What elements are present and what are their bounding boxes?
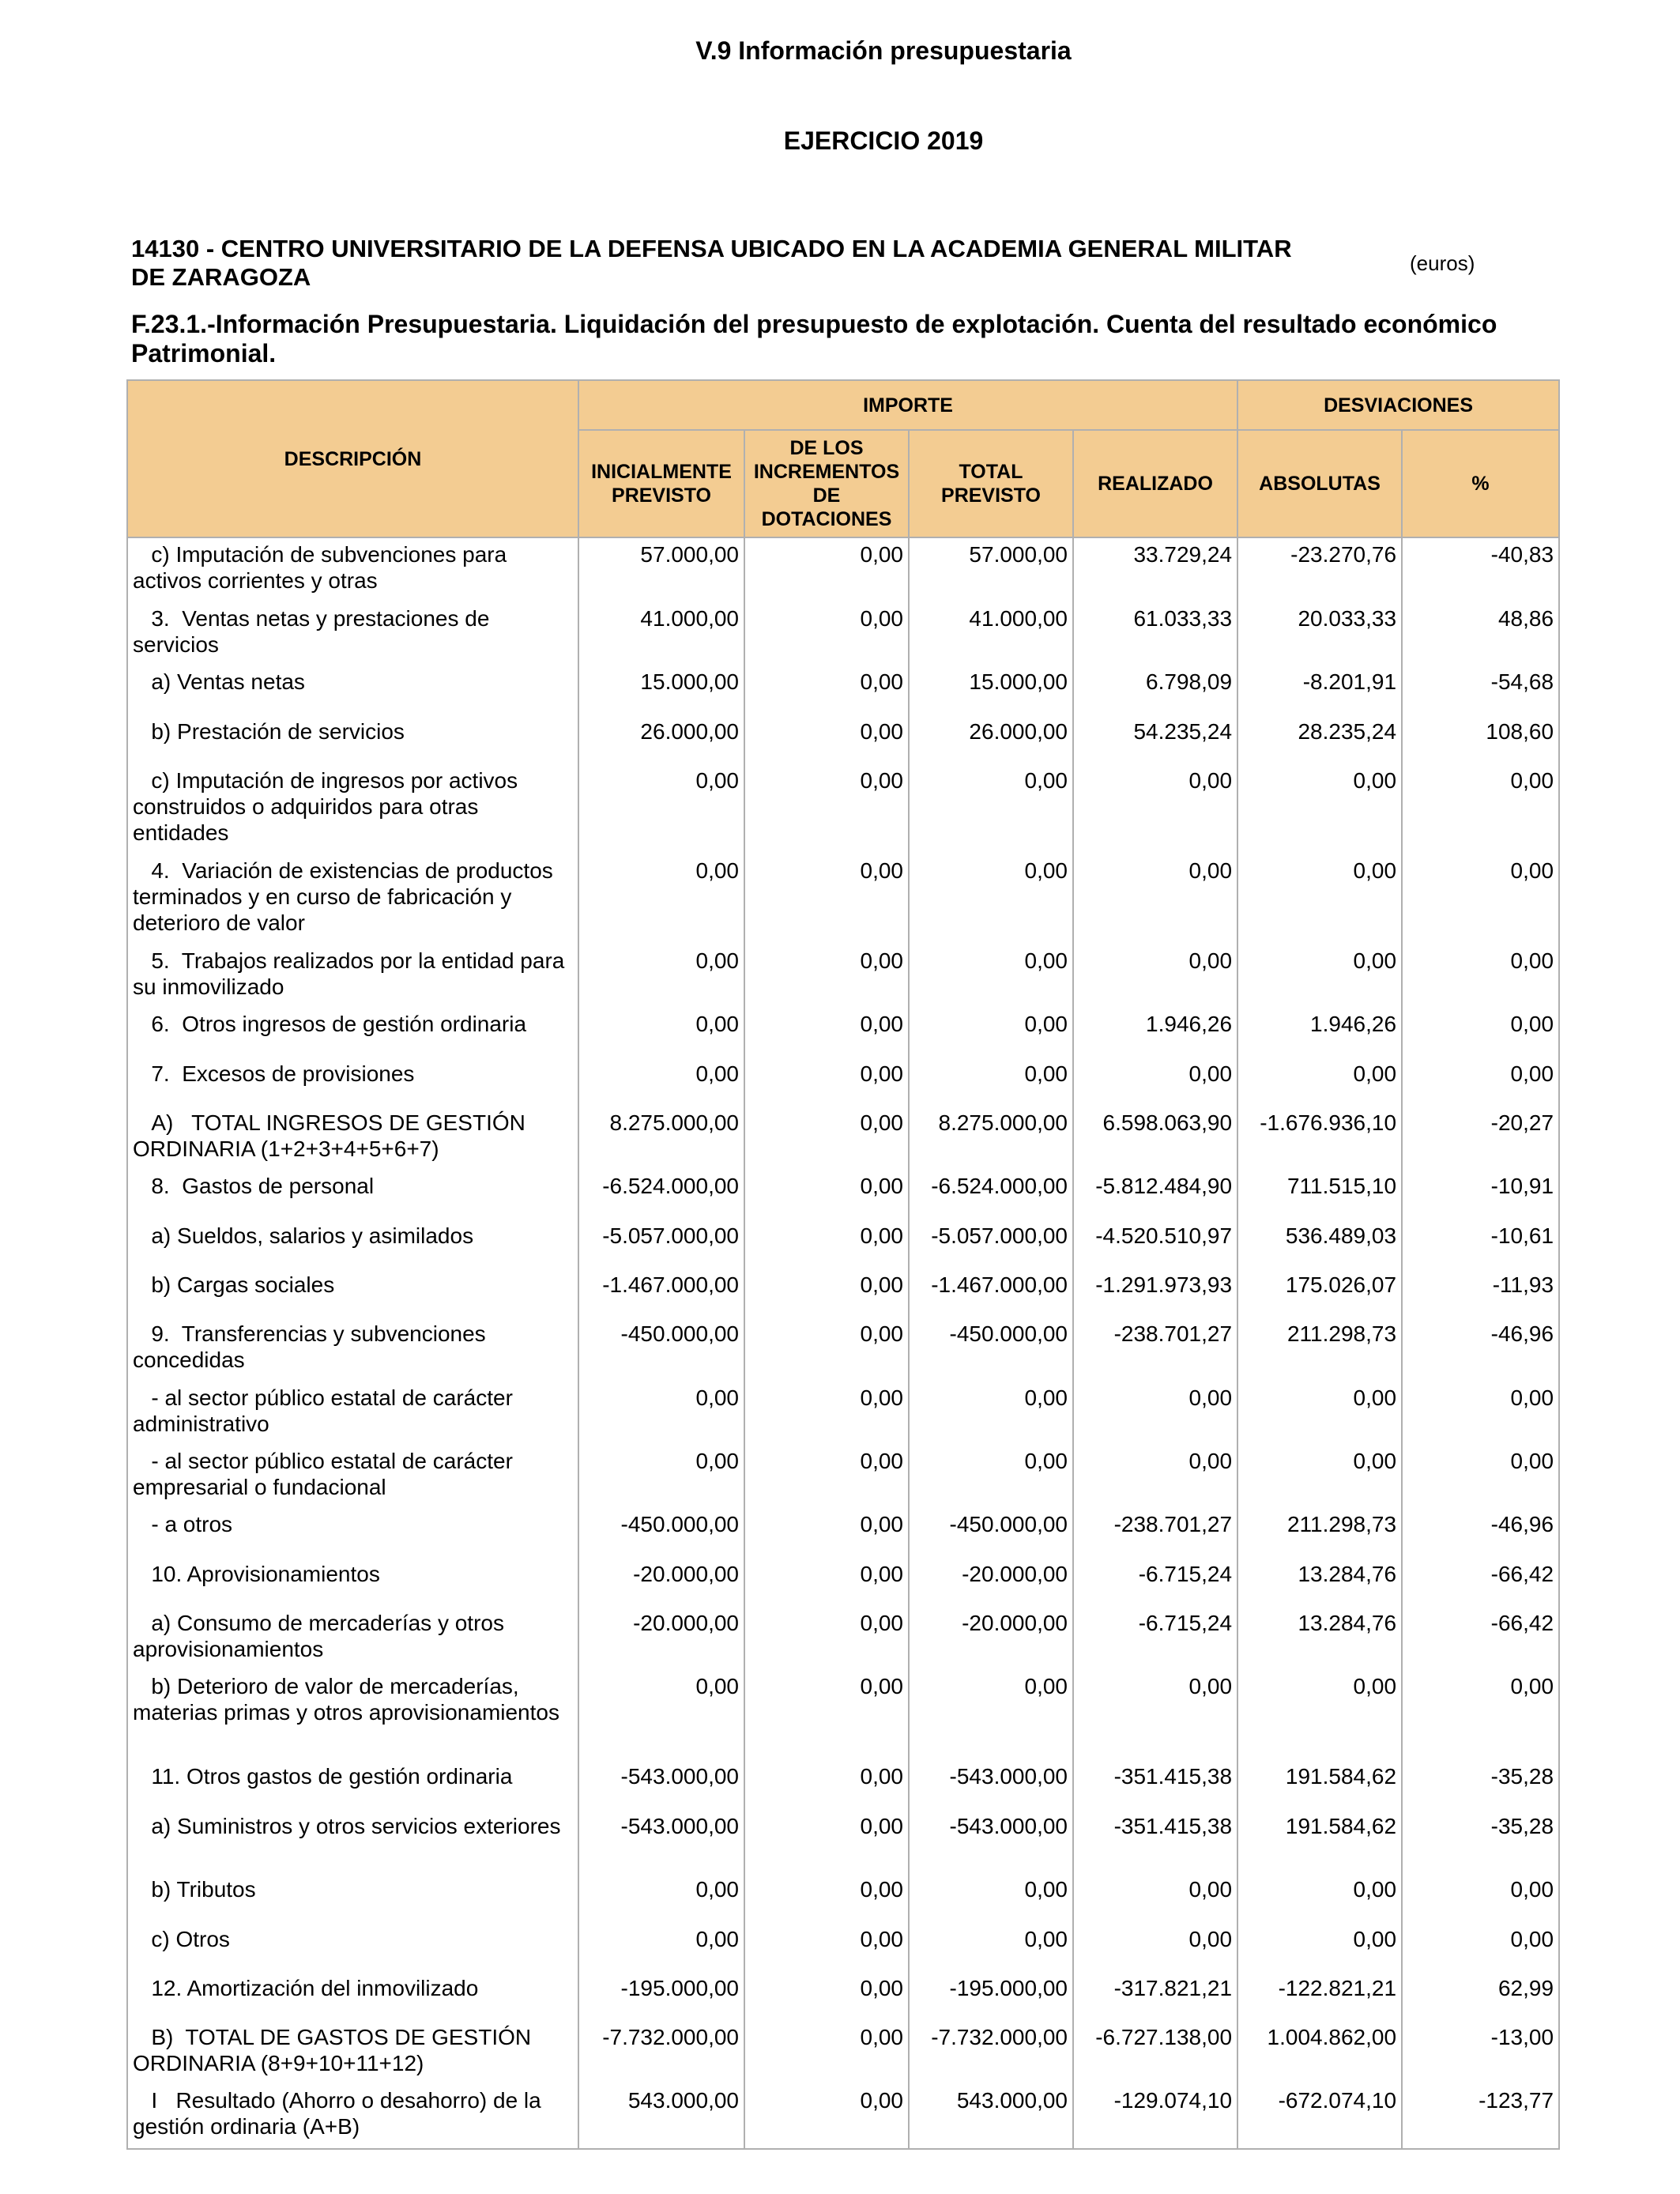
cell-realizado: -6.715,24 — [1073, 1558, 1237, 1607]
table-row — [127, 944, 1559, 1008]
table-body — [127, 537, 1559, 2149]
cell-total-previsto: -7.732.000,00 — [909, 2021, 1073, 2084]
cell-incrementos: 0,00 — [744, 602, 909, 665]
cell-incrementos: 0,00 — [744, 1607, 909, 1670]
cell-total-previsto: 26.000,00 — [909, 715, 1073, 764]
header-realizado: REALIZADO — [1073, 430, 1237, 537]
cell-inicialmente-previsto: -7.732.000,00 — [578, 2021, 744, 2084]
cell-realizado: 6.798,09 — [1073, 665, 1237, 715]
table-row — [127, 1220, 1559, 1269]
table-row — [127, 1445, 1559, 1508]
cell-absolutas: 0,00 — [1237, 944, 1402, 1008]
cell-porcentaje: 108,60 — [1402, 715, 1559, 764]
cell-absolutas: 175.026,07 — [1237, 1269, 1402, 1318]
cell-incrementos: 0,00 — [744, 1508, 909, 1558]
cell-absolutas: 211.298,73 — [1237, 1318, 1402, 1382]
cell-incrementos: 0,00 — [744, 1445, 909, 1508]
header-desviaciones: DESVIACIONES — [1237, 380, 1559, 430]
cell-incrementos: 0,00 — [744, 1106, 909, 1170]
cell-inicialmente-previsto: 0,00 — [578, 1670, 744, 1760]
row-description: 10. Aprovisionamientos — [127, 1558, 578, 1607]
cell-total-previsto: -195.000,00 — [909, 1972, 1073, 2021]
cell-realizado: -1.291.973,93 — [1073, 1269, 1237, 1318]
cell-realizado: -317.821,21 — [1073, 1972, 1237, 2021]
cell-absolutas: 191.584,62 — [1237, 1810, 1402, 1873]
cell-inicialmente-previsto: -450.000,00 — [578, 1508, 744, 1558]
table-row — [127, 764, 1559, 854]
cell-total-previsto: -1.467.000,00 — [909, 1269, 1073, 1318]
cell-total-previsto: 0,00 — [909, 1057, 1073, 1106]
cell-porcentaje: 0,00 — [1402, 1670, 1559, 1760]
cell-inicialmente-previsto: 0,00 — [578, 1873, 744, 1923]
cell-inicialmente-previsto: 0,00 — [578, 1445, 744, 1508]
row-description: B) TOTAL DE GASTOS DE GESTIÓN ORDINARIA (8+9+10+11+12) — [127, 2021, 578, 2084]
cell-total-previsto: 0,00 — [909, 764, 1073, 854]
cell-incrementos: 0,00 — [744, 2021, 909, 2084]
cell-total-previsto: -20.000,00 — [909, 1607, 1073, 1670]
cell-incrementos: 0,00 — [744, 1873, 909, 1923]
cell-porcentaje: 0,00 — [1402, 1057, 1559, 1106]
cell-inicialmente-previsto: -6.524.000,00 — [578, 1170, 744, 1220]
cell-total-previsto: -450.000,00 — [909, 1508, 1073, 1558]
cell-total-previsto: 8.275.000,00 — [909, 1106, 1073, 1170]
table-row — [127, 1008, 1559, 1057]
table-row — [127, 602, 1559, 665]
cell-porcentaje: -20,27 — [1402, 1106, 1559, 1170]
row-description: b) Cargas sociales — [127, 1269, 578, 1318]
cell-porcentaje: -66,42 — [1402, 1558, 1559, 1607]
cell-absolutas: 0,00 — [1237, 1923, 1402, 1972]
table-row — [127, 665, 1559, 715]
cell-inicialmente-previsto: 0,00 — [578, 944, 744, 1008]
cell-absolutas: 191.584,62 — [1237, 1760, 1402, 1810]
cell-incrementos: 0,00 — [744, 1760, 909, 1810]
cell-incrementos: 0,00 — [744, 1220, 909, 1269]
cell-inicialmente-previsto: 0,00 — [578, 1057, 744, 1106]
cell-porcentaje: 0,00 — [1402, 1008, 1559, 1057]
cell-realizado: -129.074,10 — [1073, 2084, 1237, 2149]
cell-inicialmente-previsto: 0,00 — [578, 1382, 744, 1445]
cell-realizado: 0,00 — [1073, 1873, 1237, 1923]
cell-incrementos: 0,00 — [744, 1558, 909, 1607]
cell-total-previsto: -450.000,00 — [909, 1318, 1073, 1382]
cell-realizado: 54.235,24 — [1073, 715, 1237, 764]
header-descripcion: DESCRIPCIÓN — [127, 380, 578, 537]
cell-total-previsto: -5.057.000,00 — [909, 1220, 1073, 1269]
exercise-year: EJERCICIO 2019 — [783, 126, 984, 155]
cell-total-previsto: -20.000,00 — [909, 1558, 1073, 1607]
table-row — [127, 1106, 1559, 1170]
cell-realizado: -4.520.510,97 — [1073, 1220, 1237, 1269]
cell-absolutas: 0,00 — [1237, 1670, 1402, 1760]
cell-inicialmente-previsto: 41.000,00 — [578, 602, 744, 665]
table-row — [127, 1972, 1559, 2021]
cell-inicialmente-previsto: 0,00 — [578, 764, 744, 854]
cell-incrementos: 0,00 — [744, 1318, 909, 1382]
cell-porcentaje: 48,86 — [1402, 602, 1559, 665]
cell-porcentaje: 0,00 — [1402, 1382, 1559, 1445]
cell-porcentaje: 0,00 — [1402, 1923, 1559, 1972]
cell-realizado: 0,00 — [1073, 1670, 1237, 1760]
cell-incrementos: 0,00 — [744, 764, 909, 854]
cell-total-previsto: 57.000,00 — [909, 537, 1073, 602]
table-row — [127, 1318, 1559, 1382]
table-row — [127, 1508, 1559, 1558]
cell-porcentaje: -35,28 — [1402, 1810, 1559, 1873]
cell-incrementos: 0,00 — [744, 1972, 909, 2021]
cell-realizado: 0,00 — [1073, 1382, 1237, 1445]
row-description: - al sector público estatal de carácter administrativo — [127, 1382, 578, 1445]
cell-absolutas: 13.284,76 — [1237, 1558, 1402, 1607]
cell-inicialmente-previsto: -20.000,00 — [578, 1558, 744, 1607]
row-description: 3. Ventas netas y prestaciones de servicios — [127, 602, 578, 665]
cell-inicialmente-previsto: 0,00 — [578, 1008, 744, 1057]
cell-inicialmente-previsto: 543.000,00 — [578, 2084, 744, 2149]
cell-incrementos: 0,00 — [744, 2084, 909, 2149]
cell-incrementos: 0,00 — [744, 1008, 909, 1057]
cell-porcentaje: 0,00 — [1402, 854, 1559, 944]
cell-realizado: 0,00 — [1073, 1923, 1237, 1972]
cell-porcentaje: 0,00 — [1402, 764, 1559, 854]
row-description: 4. Variación de existencias de productos terminados y en curso de fabricación y deterioro de valor — [127, 854, 578, 944]
table-row — [127, 2084, 1559, 2149]
cell-total-previsto: 0,00 — [909, 1008, 1073, 1057]
cell-absolutas: 0,00 — [1237, 764, 1402, 854]
cell-total-previsto: 0,00 — [909, 1873, 1073, 1923]
cell-realizado: -6.715,24 — [1073, 1607, 1237, 1670]
row-description: 12. Amortización del inmovilizado — [127, 1972, 578, 2021]
row-description: - a otros — [127, 1508, 578, 1558]
cell-realizado: 0,00 — [1073, 854, 1237, 944]
cell-inicialmente-previsto: 26.000,00 — [578, 715, 744, 764]
cell-inicialmente-previsto: -543.000,00 — [578, 1810, 744, 1873]
cell-total-previsto: 0,00 — [909, 1445, 1073, 1508]
table-row — [127, 1607, 1559, 1670]
header-total-previsto: TOTAL PREVISTO — [909, 430, 1073, 537]
cell-total-previsto: 41.000,00 — [909, 602, 1073, 665]
cell-inicialmente-previsto: -450.000,00 — [578, 1318, 744, 1382]
row-description: b) Prestación de servicios — [127, 715, 578, 764]
row-description: 11. Otros gastos de gestión ordinaria — [127, 1760, 578, 1810]
cell-inicialmente-previsto: -20.000,00 — [578, 1607, 744, 1670]
row-description: a) Suministros y otros servicios exteriores — [127, 1810, 578, 1873]
cell-absolutas: 0,00 — [1237, 1873, 1402, 1923]
cell-realizado: 0,00 — [1073, 1445, 1237, 1508]
cell-porcentaje: -54,68 — [1402, 665, 1559, 715]
cell-inicialmente-previsto: -5.057.000,00 — [578, 1220, 744, 1269]
cell-incrementos: 0,00 — [744, 537, 909, 602]
cell-porcentaje: 0,00 — [1402, 1873, 1559, 1923]
cell-inicialmente-previsto: 0,00 — [578, 854, 744, 944]
cell-porcentaje: 0,00 — [1402, 1445, 1559, 1508]
cell-total-previsto: 543.000,00 — [909, 2084, 1073, 2149]
cell-inicialmente-previsto: 8.275.000,00 — [578, 1106, 744, 1170]
cell-realizado: -238.701,27 — [1073, 1508, 1237, 1558]
section-title: V.9 Información presupuestaria — [695, 36, 1072, 65]
table-row — [127, 1873, 1559, 1923]
row-description: a) Consumo de mercaderías y otros aprovisionamientos — [127, 1607, 578, 1670]
cell-absolutas: 0,00 — [1237, 1057, 1402, 1106]
header-inicialmente-previsto: INICIALMENTE PREVISTO — [578, 430, 744, 537]
cell-realizado: 0,00 — [1073, 944, 1237, 1008]
cell-absolutas: 211.298,73 — [1237, 1508, 1402, 1558]
cell-absolutas: 13.284,76 — [1237, 1607, 1402, 1670]
cell-absolutas: -122.821,21 — [1237, 1972, 1402, 2021]
row-description: I Resultado (Ahorro o desahorro) de la gestión ordinaria (A+B) — [127, 2084, 578, 2149]
cell-porcentaje: -10,61 — [1402, 1220, 1559, 1269]
header-absolutas: ABSOLUTAS — [1237, 430, 1402, 537]
cell-realizado: -6.727.138,00 — [1073, 2021, 1237, 2084]
row-description: b) Deterioro de valor de mercaderías, materias primas y otros aprovisionamientos — [127, 1670, 578, 1760]
row-description: 8. Gastos de personal — [127, 1170, 578, 1220]
cell-porcentaje: -46,96 — [1402, 1318, 1559, 1382]
table-row — [127, 1382, 1559, 1445]
budget-table — [126, 379, 1560, 2150]
cell-inicialmente-previsto: 15.000,00 — [578, 665, 744, 715]
cell-porcentaje: -40,83 — [1402, 537, 1559, 602]
header-incrementos: DE LOS INCREMENTOS DE DOTACIONES — [744, 430, 909, 537]
cell-realizado: 1.946,26 — [1073, 1008, 1237, 1057]
row-description: A) TOTAL INGRESOS DE GESTIÓN ORDINARIA (1+2+3+4+5+6+7) — [127, 1106, 578, 1170]
cell-absolutas: -23.270,76 — [1237, 537, 1402, 602]
cell-total-previsto: -543.000,00 — [909, 1810, 1073, 1873]
cell-inicialmente-previsto: -543.000,00 — [578, 1760, 744, 1810]
units-label: (euros) — [1410, 251, 1475, 275]
table-row — [127, 854, 1559, 944]
cell-realizado: 6.598.063,90 — [1073, 1106, 1237, 1170]
table-row — [127, 715, 1559, 764]
cell-total-previsto: 0,00 — [909, 1923, 1073, 1972]
entity-name: 14130 - CENTRO UNIVERSITARIO DE LA DEFENSA UBICADO EN LA ACADEMIA GENERAL MILITAR DE ZARAGOZA — [131, 235, 1292, 291]
cell-absolutas: 1.004.862,00 — [1237, 2021, 1402, 2084]
cell-incrementos: 0,00 — [744, 1382, 909, 1445]
cell-absolutas: 28.235,24 — [1237, 715, 1402, 764]
cell-porcentaje: -35,28 — [1402, 1760, 1559, 1810]
cell-inicialmente-previsto: 0,00 — [578, 1923, 744, 1972]
form-title: F.23.1.-Información Presupuestaria. Liquidación del presupuesto de explotación. Cuenta del resultado económico Patrimonial. — [131, 310, 1497, 368]
cell-inicialmente-previsto: 57.000,00 — [578, 537, 744, 602]
cell-absolutas: 711.515,10 — [1237, 1170, 1402, 1220]
table-row — [127, 537, 1559, 602]
cell-total-previsto: 0,00 — [909, 1382, 1073, 1445]
cell-porcentaje: 62,99 — [1402, 1972, 1559, 2021]
cell-absolutas: -672.074,10 — [1237, 2084, 1402, 2149]
row-description: c) Imputación de subvenciones para activos corrientes y otras — [127, 537, 578, 602]
cell-absolutas: 0,00 — [1237, 854, 1402, 944]
table-row — [127, 1269, 1559, 1318]
cell-realizado: 61.033,33 — [1073, 602, 1237, 665]
row-description: a) Ventas netas — [127, 665, 578, 715]
cell-total-previsto: 15.000,00 — [909, 665, 1073, 715]
cell-absolutas: 536.489,03 — [1237, 1220, 1402, 1269]
table-row — [127, 1810, 1559, 1873]
cell-absolutas: 0,00 — [1237, 1445, 1402, 1508]
row-description: 6. Otros ingresos de gestión ordinaria — [127, 1008, 578, 1057]
cell-inicialmente-previsto: -195.000,00 — [578, 1972, 744, 2021]
cell-total-previsto: 0,00 — [909, 1670, 1073, 1760]
cell-porcentaje: -46,96 — [1402, 1508, 1559, 1558]
cell-realizado: -238.701,27 — [1073, 1318, 1237, 1382]
cell-porcentaje: -66,42 — [1402, 1607, 1559, 1670]
cell-inicialmente-previsto: -1.467.000,00 — [578, 1269, 744, 1318]
cell-realizado: -351.415,38 — [1073, 1760, 1237, 1810]
cell-absolutas: 1.946,26 — [1237, 1008, 1402, 1057]
cell-absolutas: 20.033,33 — [1237, 602, 1402, 665]
row-description: c) Imputación de ingresos por activos construidos o adquiridos para otras entidades — [127, 764, 578, 854]
row-description: b) Tributos — [127, 1873, 578, 1923]
row-description: c) Otros — [127, 1923, 578, 1972]
cell-incrementos: 0,00 — [744, 854, 909, 944]
row-description: a) Sueldos, salarios y asimilados — [127, 1220, 578, 1269]
row-description: 7. Excesos de provisiones — [127, 1057, 578, 1106]
cell-absolutas: -1.676.936,10 — [1237, 1106, 1402, 1170]
cell-incrementos: 0,00 — [744, 1057, 909, 1106]
table-row — [127, 1923, 1559, 1972]
cell-total-previsto: 0,00 — [909, 854, 1073, 944]
table-row — [127, 1670, 1559, 1760]
cell-total-previsto: -6.524.000,00 — [909, 1170, 1073, 1220]
table-row — [127, 1760, 1559, 1810]
row-description: - al sector público estatal de carácter empresarial o fundacional — [127, 1445, 578, 1508]
cell-realizado: -351.415,38 — [1073, 1810, 1237, 1873]
cell-incrementos: 0,00 — [744, 665, 909, 715]
table-row — [127, 1057, 1559, 1106]
cell-porcentaje: -123,77 — [1402, 2084, 1559, 2149]
cell-incrementos: 0,00 — [744, 1923, 909, 1972]
row-description: 5. Trabajos realizados por la entidad para su inmovilizado — [127, 944, 578, 1008]
cell-incrementos: 0,00 — [744, 1170, 909, 1220]
cell-incrementos: 0,00 — [744, 1810, 909, 1873]
table-row — [127, 1558, 1559, 1607]
cell-absolutas: -8.201,91 — [1237, 665, 1402, 715]
cell-realizado: 0,00 — [1073, 1057, 1237, 1106]
table-row — [127, 1170, 1559, 1220]
cell-incrementos: 0,00 — [744, 715, 909, 764]
cell-porcentaje: -11,93 — [1402, 1269, 1559, 1318]
cell-realizado: 0,00 — [1073, 764, 1237, 854]
row-description: 9. Transferencias y subvenciones concedidas — [127, 1318, 578, 1382]
header-porcentaje: % — [1402, 430, 1559, 537]
cell-incrementos: 0,00 — [744, 944, 909, 1008]
table-row — [127, 2021, 1559, 2084]
cell-total-previsto: 0,00 — [909, 944, 1073, 1008]
cell-incrementos: 0,00 — [744, 1670, 909, 1760]
header-importe: IMPORTE — [578, 380, 1237, 430]
cell-realizado: 33.729,24 — [1073, 537, 1237, 602]
cell-absolutas: 0,00 — [1237, 1382, 1402, 1445]
cell-porcentaje: 0,00 — [1402, 944, 1559, 1008]
cell-total-previsto: -543.000,00 — [909, 1760, 1073, 1810]
cell-incrementos: 0,00 — [744, 1269, 909, 1318]
cell-porcentaje: -13,00 — [1402, 2021, 1559, 2084]
cell-porcentaje: -10,91 — [1402, 1170, 1559, 1220]
cell-realizado: -5.812.484,90 — [1073, 1170, 1237, 1220]
